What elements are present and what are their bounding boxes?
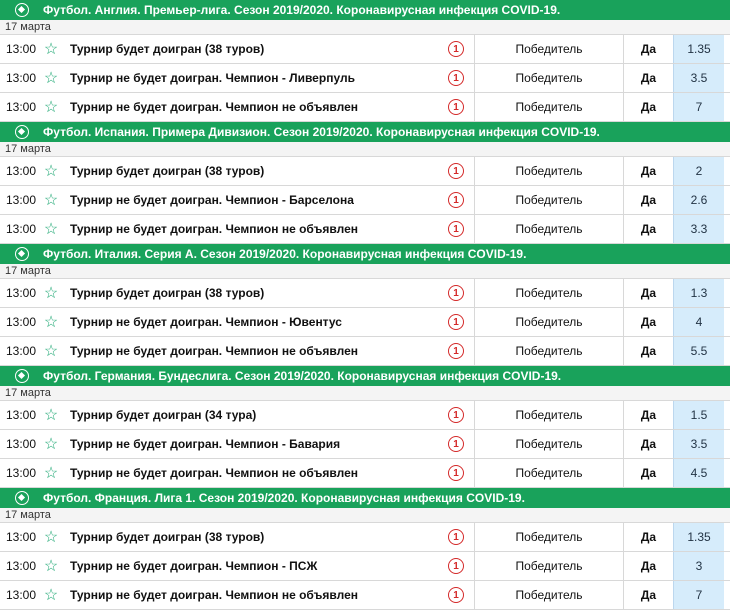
soccer-ball-icon bbox=[15, 247, 29, 261]
star-icon[interactable]: ☆ bbox=[43, 41, 59, 58]
event-name[interactable]: Турнир будет доигран (38 туров) bbox=[70, 42, 265, 56]
event-date: 17 марта bbox=[0, 264, 730, 279]
outcome-label: Да bbox=[623, 64, 673, 92]
odds-button[interactable]: 1.35 bbox=[673, 523, 724, 551]
market-label: Победитель bbox=[474, 401, 623, 429]
outcome-label: Да bbox=[623, 581, 673, 609]
outcome-label: Да bbox=[623, 93, 673, 121]
event-name[interactable]: Турнир будет доигран (38 туров) bbox=[70, 164, 265, 178]
outcome-label: Да bbox=[623, 430, 673, 458]
event-time: 13:00 bbox=[6, 42, 37, 56]
league-title[interactable]: Футбол. Германия. Бундеслига. Сезон 2019/2020. Коронавирусная инфекция COVID-19. bbox=[43, 369, 562, 383]
star-icon[interactable]: ☆ bbox=[43, 465, 59, 482]
outcome-label: Да bbox=[623, 459, 673, 487]
event-time: 13:00 bbox=[6, 315, 37, 329]
star-icon[interactable]: ☆ bbox=[43, 529, 59, 546]
event-time: 13:00 bbox=[6, 344, 37, 358]
event-row bbox=[0, 401, 730, 430]
event-time: 13:00 bbox=[6, 222, 37, 236]
soccer-ball-icon bbox=[15, 491, 29, 505]
market-label: Победитель bbox=[474, 157, 623, 185]
outcome-label: Да bbox=[623, 552, 673, 580]
market-label: Победитель bbox=[474, 186, 623, 214]
event-row bbox=[0, 93, 730, 122]
event-time: 13:00 bbox=[6, 193, 37, 207]
star-icon[interactable]: ☆ bbox=[43, 343, 59, 360]
market-label: Победитель bbox=[474, 93, 623, 121]
market-label: Победитель bbox=[474, 552, 623, 580]
event-name[interactable]: Турнир не будет доигран. Чемпион - Бавария bbox=[70, 437, 341, 451]
event-time: 13:00 bbox=[6, 408, 37, 422]
soccer-ball-icon bbox=[15, 369, 29, 383]
market-label: Победитель bbox=[474, 35, 623, 63]
event-date: 17 марта bbox=[0, 20, 730, 35]
event-row bbox=[0, 215, 730, 244]
soccer-ball-icon bbox=[15, 3, 29, 17]
event-row bbox=[0, 337, 730, 366]
circled-one-icon: 1 bbox=[448, 436, 464, 452]
outcome-label: Да bbox=[623, 157, 673, 185]
event-time: 13:00 bbox=[6, 466, 37, 480]
event-row bbox=[0, 581, 730, 610]
event-row bbox=[0, 35, 730, 64]
odds-button[interactable]: 2 bbox=[673, 157, 724, 185]
event-row bbox=[0, 64, 730, 93]
event-name[interactable]: Турнир не будет доигран. Чемпион - Ливерпуль bbox=[70, 71, 355, 85]
event-name[interactable]: Турнир будет доигран (38 туров) bbox=[70, 530, 265, 544]
event-name[interactable]: Турнир не будет доигран. Чемпион не объявлен bbox=[70, 466, 359, 480]
league-header[interactable] bbox=[0, 366, 730, 386]
odds-button[interactable]: 1.5 bbox=[673, 401, 724, 429]
event-name[interactable]: Турнир не будет доигран. Чемпион не объявлен bbox=[70, 222, 359, 236]
event-time: 13:00 bbox=[6, 588, 37, 602]
outcome-label: Да bbox=[623, 186, 673, 214]
circled-one-icon: 1 bbox=[448, 343, 464, 359]
event-name[interactable]: Турнир не будет доигран. Чемпион - Барселона bbox=[70, 193, 354, 207]
market-label: Победитель bbox=[474, 308, 623, 336]
outcome-label: Да bbox=[623, 337, 673, 365]
event-time: 13:00 bbox=[6, 559, 37, 573]
circled-one-icon: 1 bbox=[448, 529, 464, 545]
circled-one-icon: 1 bbox=[448, 163, 464, 179]
league-title[interactable]: Футбол. Франция. Лига 1. Сезон 2019/2020. Коронавирусная инфекция COVID-19. bbox=[43, 491, 525, 505]
event-row bbox=[0, 459, 730, 488]
market-label: Победитель bbox=[474, 581, 623, 609]
event-row bbox=[0, 430, 730, 459]
circled-one-icon: 1 bbox=[448, 314, 464, 330]
market-label: Победитель bbox=[474, 279, 623, 307]
outcome-label: Да bbox=[623, 308, 673, 336]
outcome-label: Да bbox=[623, 401, 673, 429]
event-time: 13:00 bbox=[6, 286, 37, 300]
odds-button[interactable]: 1.3 bbox=[673, 279, 724, 307]
league-header[interactable] bbox=[0, 488, 730, 508]
league-section bbox=[0, 488, 730, 610]
circled-one-icon: 1 bbox=[448, 192, 464, 208]
odds-button[interactable]: 3 bbox=[673, 552, 724, 580]
outcome-label: Да bbox=[623, 523, 673, 551]
soccer-ball-icon bbox=[15, 125, 29, 139]
league-title[interactable]: Футбол. Англия. Премьер-лига. Сезон 2019/2020. Коронавирусная инфекция COVID-19. bbox=[43, 3, 561, 17]
circled-one-icon: 1 bbox=[448, 558, 464, 574]
event-row bbox=[0, 186, 730, 215]
event-name[interactable]: Турнир не будет доигран. Чемпион - ПСЖ bbox=[70, 559, 318, 573]
event-time: 13:00 bbox=[6, 437, 37, 451]
star-icon[interactable]: ☆ bbox=[43, 163, 59, 180]
circled-one-icon: 1 bbox=[448, 465, 464, 481]
event-row bbox=[0, 552, 730, 581]
odds-button[interactable]: 1.35 bbox=[673, 35, 724, 63]
event-name[interactable]: Турнир не будет доигран. Чемпион не объявлен bbox=[70, 588, 359, 602]
outcome-label: Да bbox=[623, 215, 673, 243]
league-section bbox=[0, 0, 730, 122]
event-row bbox=[0, 279, 730, 308]
odds-button[interactable]: 4 bbox=[673, 308, 724, 336]
event-date: 17 марта bbox=[0, 142, 730, 157]
star-icon[interactable]: ☆ bbox=[43, 285, 59, 302]
circled-one-icon: 1 bbox=[448, 70, 464, 86]
outcome-label: Да bbox=[623, 35, 673, 63]
event-name[interactable]: Турнир будет доигран (38 туров) bbox=[70, 286, 265, 300]
star-icon[interactable]: ☆ bbox=[43, 221, 59, 238]
market-label: Победитель bbox=[474, 430, 623, 458]
circled-one-icon: 1 bbox=[448, 41, 464, 57]
odds-button[interactable]: 3.5 bbox=[673, 430, 724, 458]
star-icon[interactable]: ☆ bbox=[43, 587, 59, 604]
league-header[interactable] bbox=[0, 244, 730, 264]
market-label: Победитель bbox=[474, 459, 623, 487]
event-name[interactable]: Турнир не будет доигран. Чемпион не объявлен bbox=[70, 100, 359, 114]
league-section bbox=[0, 244, 730, 366]
circled-one-icon: 1 bbox=[448, 285, 464, 301]
event-time: 13:00 bbox=[6, 164, 37, 178]
league-section bbox=[0, 366, 730, 488]
event-row bbox=[0, 523, 730, 552]
league-header[interactable] bbox=[0, 122, 730, 142]
circled-one-icon: 1 bbox=[448, 587, 464, 603]
outcome-label: Да bbox=[623, 279, 673, 307]
odds-button[interactable]: 2.6 bbox=[673, 186, 724, 214]
odds-button[interactable]: 5.5 bbox=[673, 337, 724, 365]
star-icon[interactable]: ☆ bbox=[43, 314, 59, 331]
circled-one-icon: 1 bbox=[448, 99, 464, 115]
odds-button[interactable]: 3.5 bbox=[673, 64, 724, 92]
event-row bbox=[0, 308, 730, 337]
league-header[interactable] bbox=[0, 0, 730, 20]
star-icon[interactable]: ☆ bbox=[43, 99, 59, 116]
star-icon[interactable]: ☆ bbox=[43, 70, 59, 87]
event-row bbox=[0, 157, 730, 186]
odds-button[interactable]: 7 bbox=[673, 93, 724, 121]
league-title[interactable]: Футбол. Испания. Примера Дивизион. Сезон 2019/2020. Коронавирусная инфекция COVID-19. bbox=[43, 125, 600, 139]
league-section bbox=[0, 122, 730, 244]
event-time: 13:00 bbox=[6, 530, 37, 544]
event-time: 13:00 bbox=[6, 71, 37, 85]
odds-button[interactable]: 4.5 bbox=[673, 459, 724, 487]
event-name[interactable]: Турнир не будет доигран. Чемпион - Ювентус bbox=[70, 315, 342, 329]
event-date: 17 марта bbox=[0, 386, 730, 401]
star-icon[interactable]: ☆ bbox=[43, 558, 59, 575]
event-name[interactable]: Турнир не будет доигран. Чемпион не объявлен bbox=[70, 344, 359, 358]
star-icon[interactable]: ☆ bbox=[43, 192, 59, 209]
event-time: 13:00 bbox=[6, 100, 37, 114]
market-label: Победитель bbox=[474, 523, 623, 551]
league-title[interactable]: Футбол. Италия. Серия А. Сезон 2019/2020. Коронавирусная инфекция COVID-19. bbox=[43, 247, 527, 261]
star-icon[interactable]: ☆ bbox=[43, 407, 59, 424]
event-name[interactable]: Турнир будет доигран (34 тура) bbox=[70, 408, 257, 422]
market-label: Победитель bbox=[474, 64, 623, 92]
circled-one-icon: 1 bbox=[448, 221, 464, 237]
odds-button[interactable]: 3.3 bbox=[673, 215, 724, 243]
odds-button[interactable]: 7 bbox=[673, 581, 724, 609]
event-date: 17 марта bbox=[0, 508, 730, 523]
circled-one-icon: 1 bbox=[448, 407, 464, 423]
star-icon[interactable]: ☆ bbox=[43, 436, 59, 453]
market-label: Победитель bbox=[474, 337, 623, 365]
market-label: Победитель bbox=[474, 215, 623, 243]
